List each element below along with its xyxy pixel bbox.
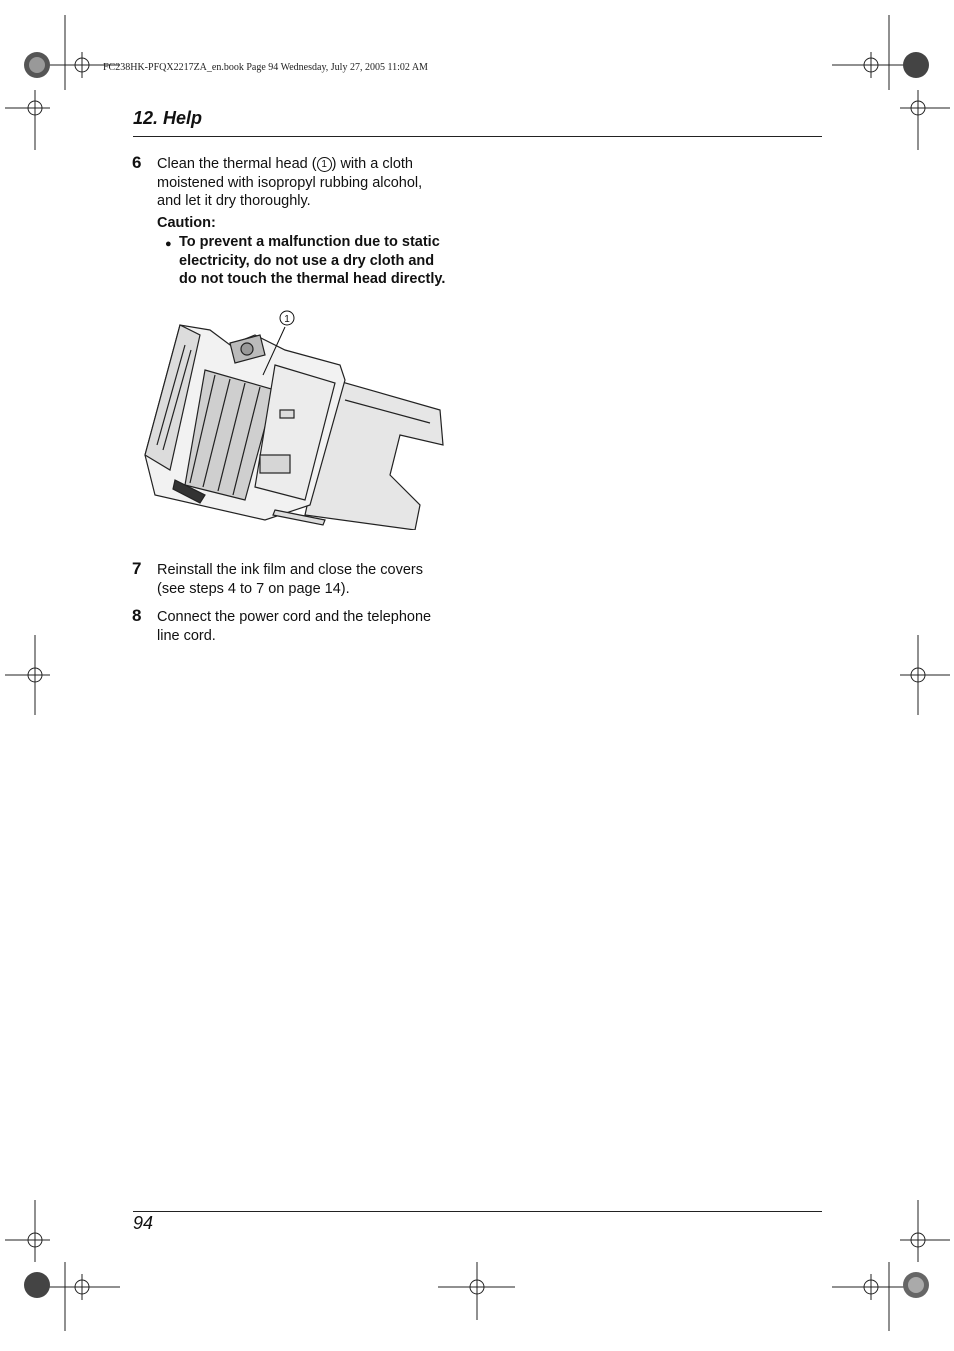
print-slug: FC238HK-PFQX2217ZA_en.book Page 94 Wednesday, July 27, 2005 11:02 AM [103, 62, 428, 73]
step-text-line: and let it dry thoroughly. [157, 193, 311, 209]
step-text-line: Connect the power cord and the telephone [157, 609, 432, 625]
footer-rule [133, 1211, 822, 1212]
step-number: 7 [132, 559, 142, 578]
section-title: 12. Help [133, 108, 203, 128]
bullet-icon: ● [165, 238, 172, 250]
step-text [157, 608, 457, 645]
fax-machine-open-thermal-head-icon [135, 305, 450, 530]
step-text-line: line cord. [157, 627, 216, 644]
step-number: 6 [132, 153, 142, 172]
header-rule [133, 136, 822, 137]
page-number: 94 [133, 1213, 154, 1233]
step-text-line: (see steps 4 to 7 on page 14). [157, 580, 350, 597]
step-text [157, 155, 457, 211]
callout-marker: 1 [317, 157, 332, 172]
step-text [157, 561, 457, 598]
caution-bullet [165, 233, 465, 289]
caution-line: electricity, do not use a dry cloth and [179, 252, 435, 269]
caution-title: Caution: [157, 215, 216, 231]
step-text-line: Reinstall the ink film and close the covers [157, 562, 423, 578]
caution-line: do not touch the thermal head directly. [179, 271, 446, 287]
step-number: 8 [132, 606, 142, 625]
caution-line: To prevent a malfunction due to static [179, 234, 440, 250]
step-text-part: ) with a cloth [331, 156, 413, 172]
step-text-part: Clean the thermal head ( [157, 156, 317, 172]
illustration-callout-label: 1 [284, 314, 290, 325]
step-text-line: moistened with isopropyl rubbing alcohol, [157, 174, 423, 191]
